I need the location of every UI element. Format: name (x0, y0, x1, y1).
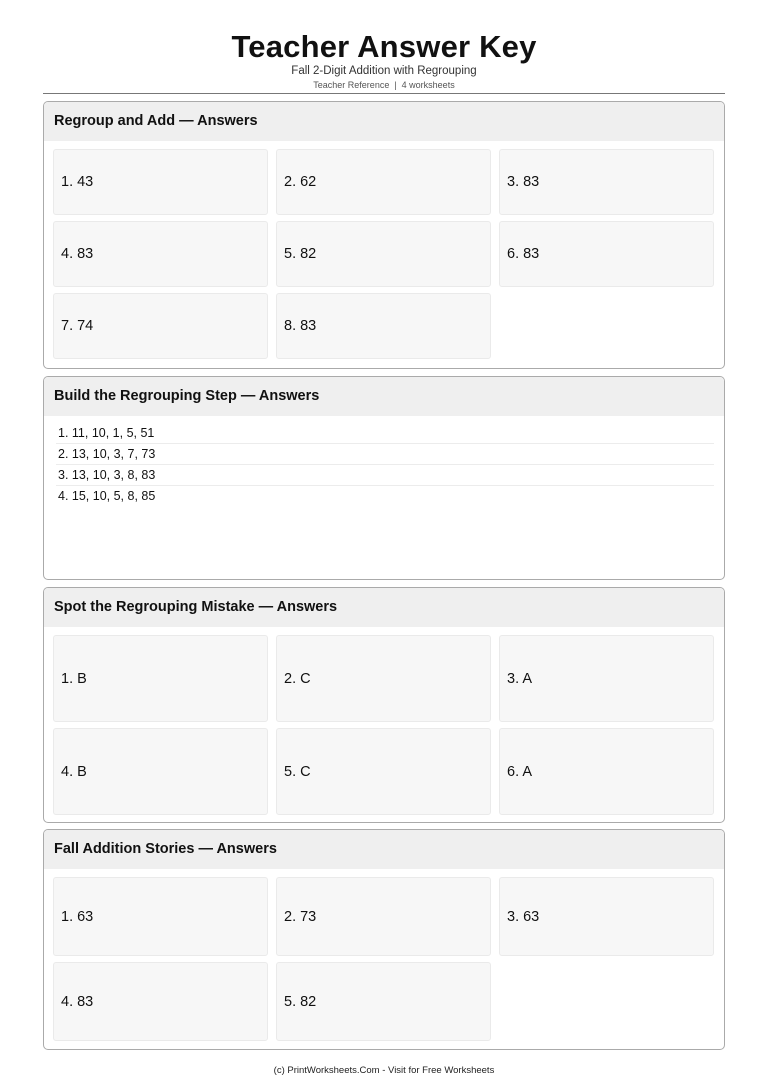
answer-cell: 5. 82 (276, 221, 491, 287)
header-divider (43, 93, 725, 94)
section-title: Spot the Regrouping Mistake — Answers (44, 588, 724, 627)
answer-cell: 1. 43 (53, 149, 268, 215)
answer-cell: 8. 83 (276, 293, 491, 359)
answer-cell: 6. 83 (499, 221, 714, 287)
section-spot-regrouping-mistake (43, 587, 725, 823)
answer-cell: 3. 83 (499, 149, 714, 215)
section-regroup-and-add (43, 101, 725, 369)
answer-cell: 2. C (276, 635, 491, 722)
answer-cell: 4. B (53, 728, 268, 815)
answer-grid (53, 635, 717, 815)
page-title: Teacher Answer Key (231, 29, 537, 64)
answer-grid (53, 877, 717, 1041)
answer-grid (53, 149, 717, 359)
list-item: 2. 13, 10, 3, 7, 73 (56, 444, 714, 465)
list-item: 1. 11, 10, 1, 5, 51 (56, 423, 714, 444)
answer-cell: 4. 83 (53, 221, 268, 287)
section-fall-addition-stories (43, 829, 725, 1050)
section-title: Build the Regrouping Step — Answers (44, 377, 724, 416)
section-title: Fall Addition Stories — Answers (44, 830, 724, 869)
list-item: 4. 15, 10, 5, 8, 85 (58, 489, 156, 503)
answer-cell: 1. B (53, 635, 268, 722)
answer-cell: 5. C (276, 728, 491, 815)
list-item: 3. 13, 10, 3, 8, 83 (56, 465, 714, 486)
answer-cell: 3. A (499, 635, 714, 722)
answer-cell: 1. 63 (53, 877, 268, 956)
answer-cell: 2. 62 (276, 149, 491, 215)
answer-cell: 4. 83 (53, 962, 268, 1041)
page-header (0, 30, 768, 91)
answer-cell: 7. 74 (53, 293, 268, 359)
page-meta: Teacher Reference | 4 worksheets (313, 80, 455, 90)
answer-cell: 6. A (499, 728, 714, 815)
answer-cell: 5. 82 (276, 962, 491, 1041)
section-build-regrouping-step (43, 376, 725, 580)
section-title: Regroup and Add — Answers (44, 102, 724, 141)
answer-list (56, 423, 714, 507)
answer-cell: 3. 63 (499, 877, 714, 956)
answer-cell: 2. 73 (276, 877, 491, 956)
page-subtitle: Fall 2-Digit Addition with Regrouping (291, 65, 477, 77)
page-footer: (c) PrintWorksheets.Com - Visit for Free Worksheets (273, 1065, 495, 1076)
